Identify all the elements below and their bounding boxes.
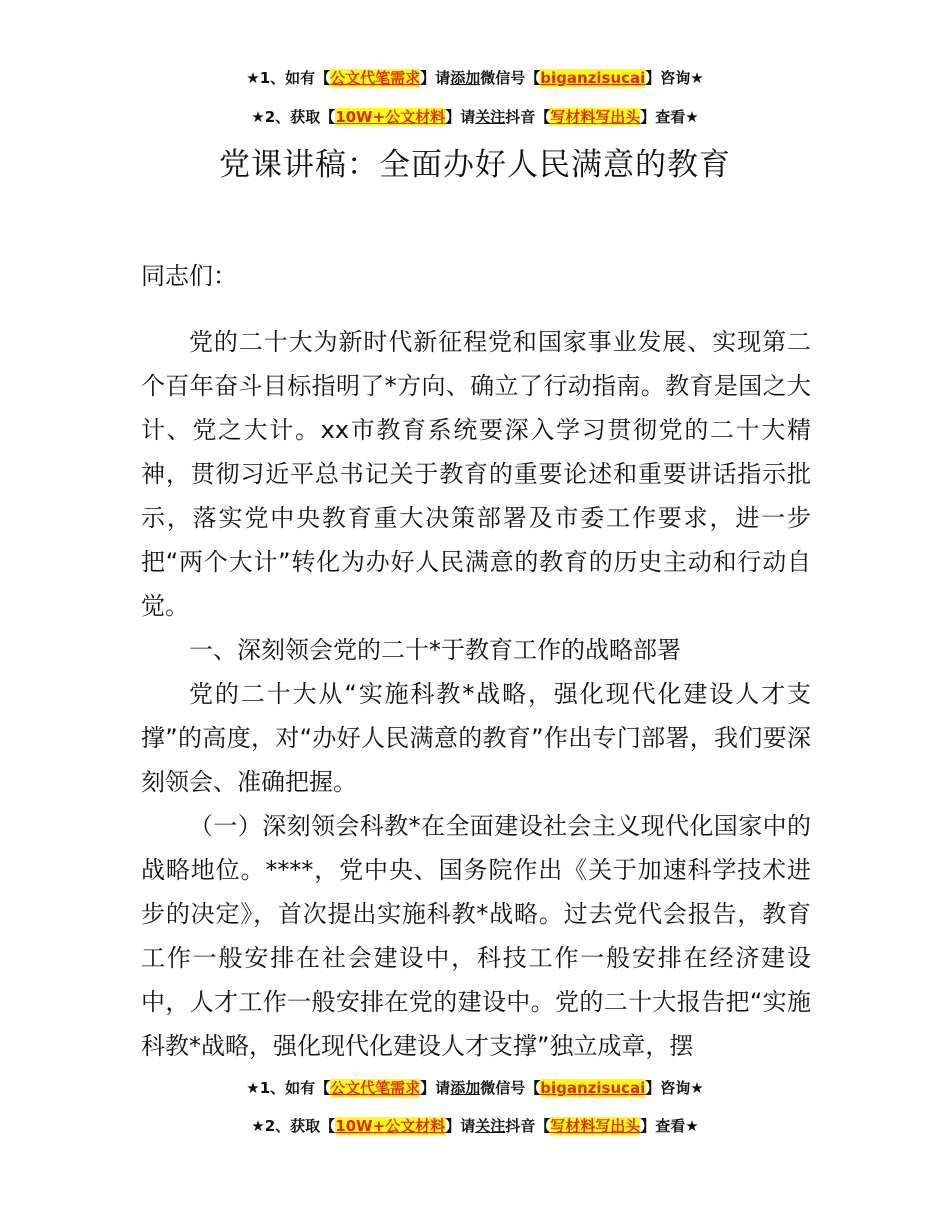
ad-text: 】请 bbox=[445, 108, 476, 126]
ad-highlight-wechat-id: biganzisucai bbox=[540, 1079, 646, 1097]
ad-text: 】请 bbox=[420, 1079, 451, 1097]
ad-highlight-materials: 10W+公文材料 bbox=[335, 108, 446, 126]
ad-highlight-douyin: 写材料写出头 bbox=[550, 1117, 641, 1135]
paragraph: 党的二十大为新时代新征程党和国家事业发展、实现第二个百年奋斗目标指明了*方向、确立了行动指南。教育是国之大计、党之大计。xx市教育系统要深入学习贯彻党的二十大精神，贯彻习近平总书记关于教育的重要论述和重要讲话指示批示，落实党中央教育重大决策部署及市委工作要求，进一步把“两个大计”转化为办好人民满意的教育的历史主动和行动自觉。 bbox=[141, 328, 811, 620]
ad-highlight-douyin: 写材料写出头 bbox=[550, 108, 641, 126]
footer-ad-line-2 bbox=[0, 1115, 950, 1230]
ad-text: 微信号【 bbox=[480, 1079, 541, 1097]
header-ad-line-2 bbox=[0, 106, 950, 128]
ad-suffix: 】咨询★ bbox=[645, 69, 704, 87]
section-heading: 一、深刻领会党的二十*于教育工作的战略部署 bbox=[189, 636, 681, 664]
ad-suffix: 】咨询★ bbox=[645, 1079, 704, 1097]
ad-underlined-text: 添加 bbox=[450, 69, 481, 87]
footer-ad-line-1 bbox=[0, 1077, 950, 1107]
ad-prefix: ★2、获取【 bbox=[251, 108, 336, 126]
ad-highlight-wechat-id: biganzisucai bbox=[540, 69, 646, 87]
ad-prefix: ★2、获取【 bbox=[251, 1117, 336, 1135]
ad-prefix: ★1、如有【 bbox=[246, 1079, 331, 1097]
ad-highlight-service: 公文代笔需求 bbox=[330, 1079, 421, 1097]
document-title: 党课讲稿：全面办好人民满意的教育 bbox=[219, 147, 731, 183]
ad-underlined-text: 关注 bbox=[475, 108, 506, 126]
ad-suffix: 】查看★ bbox=[640, 1117, 699, 1135]
document-body bbox=[141, 254, 811, 1068]
ad-suffix: 】查看★ bbox=[640, 108, 699, 126]
paragraph: 党的二十大从“实施科教*战略，强化现代化建设人才支撑”的高度，对“办好人民满意的教育”作出专门部署，我们要深刻领会、准确把握。 bbox=[141, 680, 811, 796]
ad-underlined-text: 关注 bbox=[475, 1117, 506, 1135]
ad-text: 】请 bbox=[420, 69, 451, 87]
ad-text: 抖音【 bbox=[505, 108, 551, 126]
ad-prefix: ★1、如有【 bbox=[246, 69, 331, 87]
ad-highlight-materials: 10W+公文材料 bbox=[335, 1117, 446, 1135]
ad-underlined-text: 添加 bbox=[450, 1079, 481, 1097]
ad-text: 抖音【 bbox=[505, 1117, 551, 1135]
header-ad-line-1 bbox=[0, 67, 950, 89]
ad-highlight-service: 公文代笔需求 bbox=[330, 69, 421, 87]
ad-text: 】请 bbox=[445, 1117, 476, 1135]
paragraph: （一）深刻领会科教*在全面建设社会主义现代化国家中的战略地位。****，党中央、国务院作出《关于加速科学技术进步的决定》，首次提出实施科教*战略。过去党代会报告，教育工作一般安排在社会建设中，科技工作一般安排在经济建设中，人才工作一般安排在党的建设中。党的二十大报告把“实施科教*战略，强化现代化建设人才支撑”独立成章，摆 bbox=[141, 812, 811, 1060]
salutation: 同志们： bbox=[141, 262, 237, 290]
ad-text: 微信号【 bbox=[480, 69, 541, 87]
